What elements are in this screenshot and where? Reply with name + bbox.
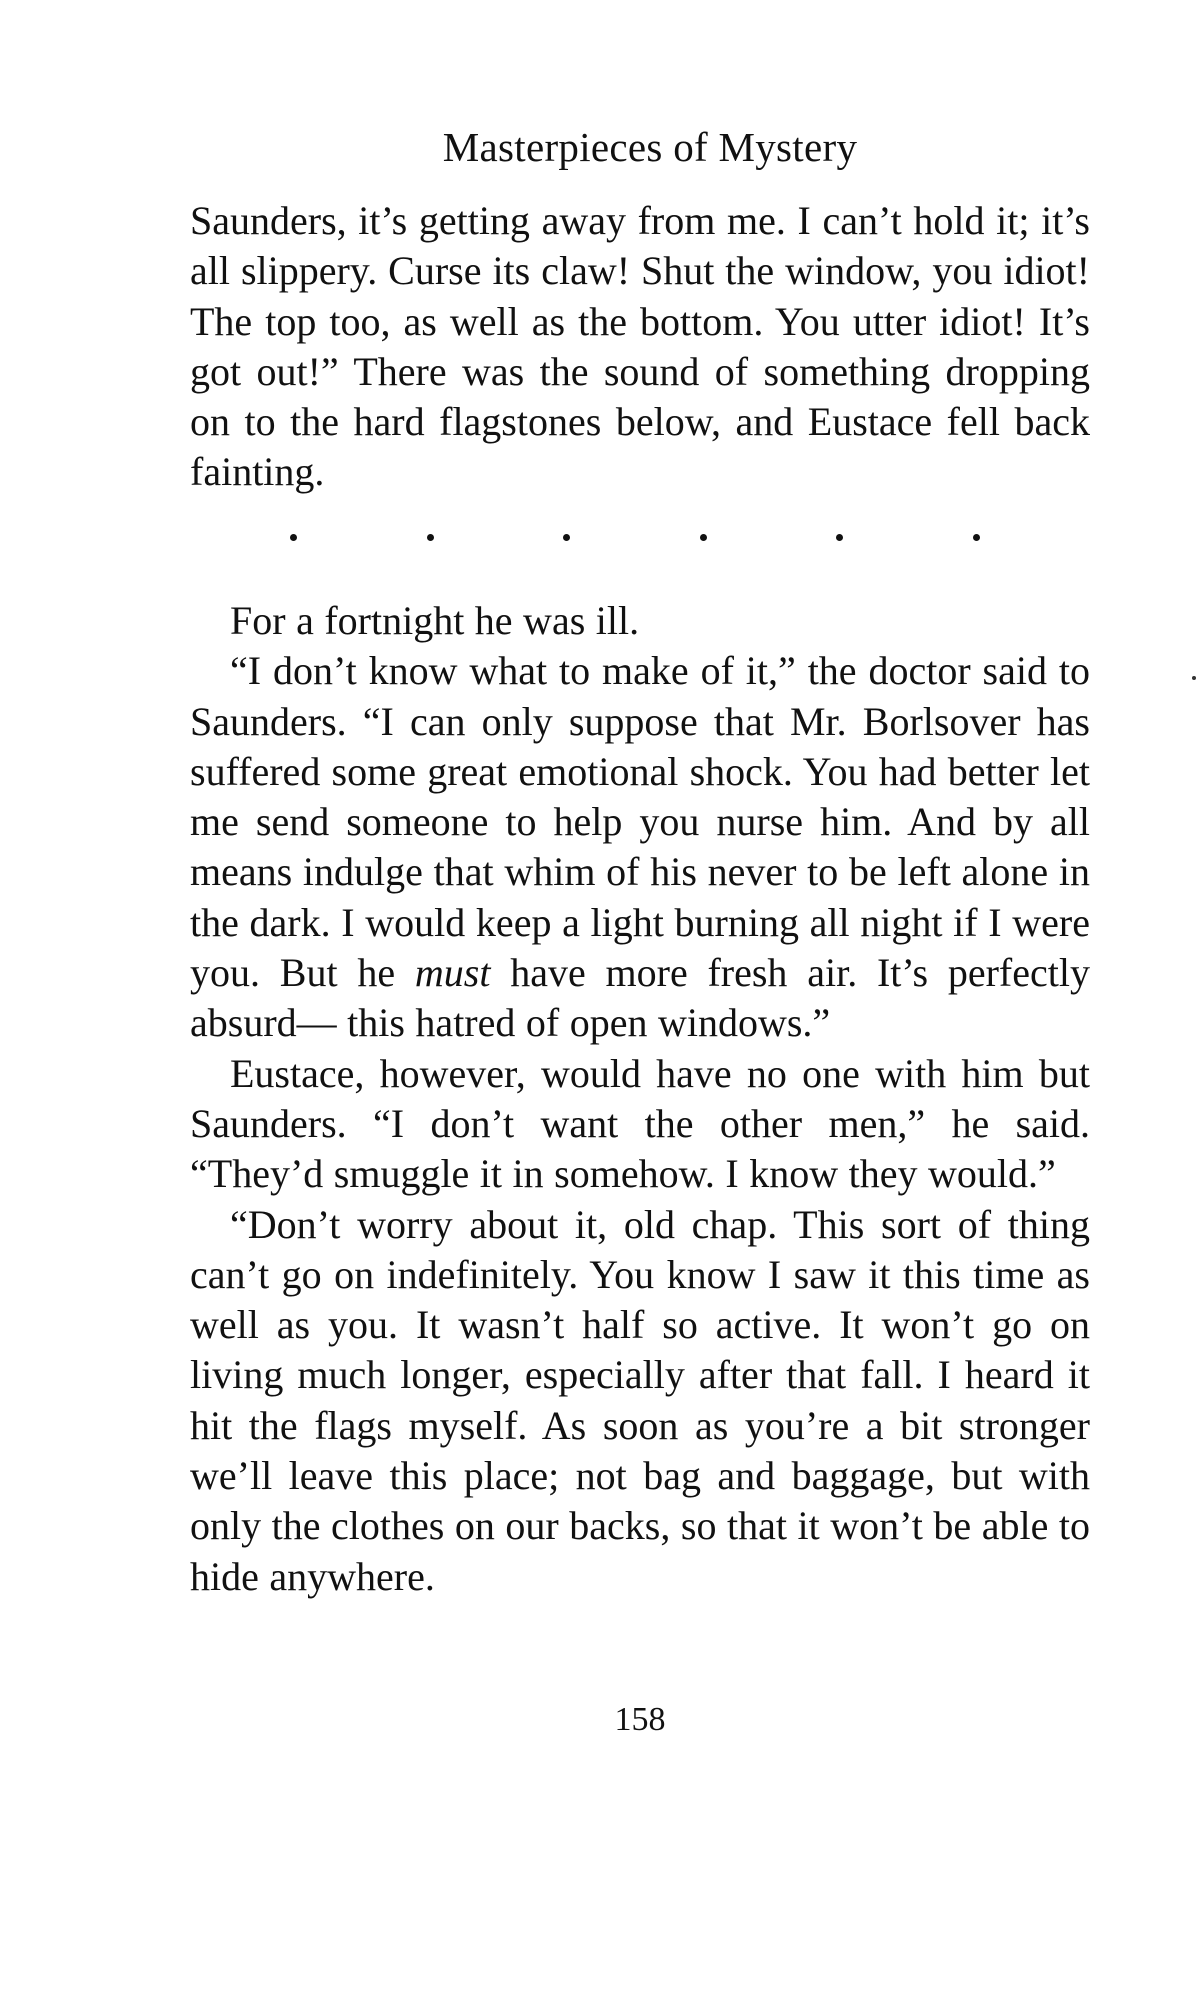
text-block-bottom: [190, 596, 1090, 1602]
paragraph-continuation: Saunders, it’s getting away from me. I can’t hold it; it’s all slippery. Curse its claw! Shut the window, you idiot! The top too, as well as the bottom. You utter idiot! It’s got out!” There was the sound of something dropping on to the hard flagstones below, and Eustace fell back fainting.: [190, 198, 1090, 495]
doctor-text-after: have more fresh air. It’s perfectly absurd— this hatred of open windows.”: [190, 950, 1090, 1046]
paragraph-saunders: “Don’t worry about it, old chap. This sort of thing can’t go on indefinitely. You know I saw it this time as well as you. It wasn’t half so active. It won’t go on living much longer, especially after that fall. I heard it hit the flags myself. As soon as you’re a bit stronger we’ll leave this place; not bag and baggage, but with only the clothes on our backs, so that it won’t be able to hide anywhere.: [190, 1201, 1090, 1599]
section-break-dot: [290, 534, 297, 541]
section-break-dot: [563, 534, 570, 541]
paragraph-doctor: [190, 646, 1090, 1048]
section-break-dot: [836, 534, 843, 541]
emphasis-must: must: [414, 950, 491, 996]
section-break-dot: [973, 534, 980, 541]
page-number: 158: [614, 1701, 666, 1738]
paragraph-eustace: Eustace, however, would have no one with him but Saunders. “I don’t want the other men,” he said. “They’d smuggle it in somehow. I know they would.”: [190, 1050, 1090, 1197]
section-break-dot: [427, 534, 434, 541]
text-block-top: [190, 196, 1090, 498]
paragraph-fortnight: For a fortnight he was ill.: [230, 598, 640, 643]
section-break: [290, 522, 980, 552]
section-break-dot: [700, 534, 707, 541]
ink-speck: [1192, 676, 1196, 680]
running-head: Masterpieces of Mystery: [442, 124, 858, 170]
doctor-text-before: “I don’t know what to make of it,” the doctor said to Saunders. “I can only suppose that Mr. Borlsover has suffered some great emotional shock. You had better let me send someone to help you nurse him. And by all means indulge that whim of his never to be left alone in the dark. I would keep a light burning all night if I were you. But he: [190, 648, 1090, 996]
